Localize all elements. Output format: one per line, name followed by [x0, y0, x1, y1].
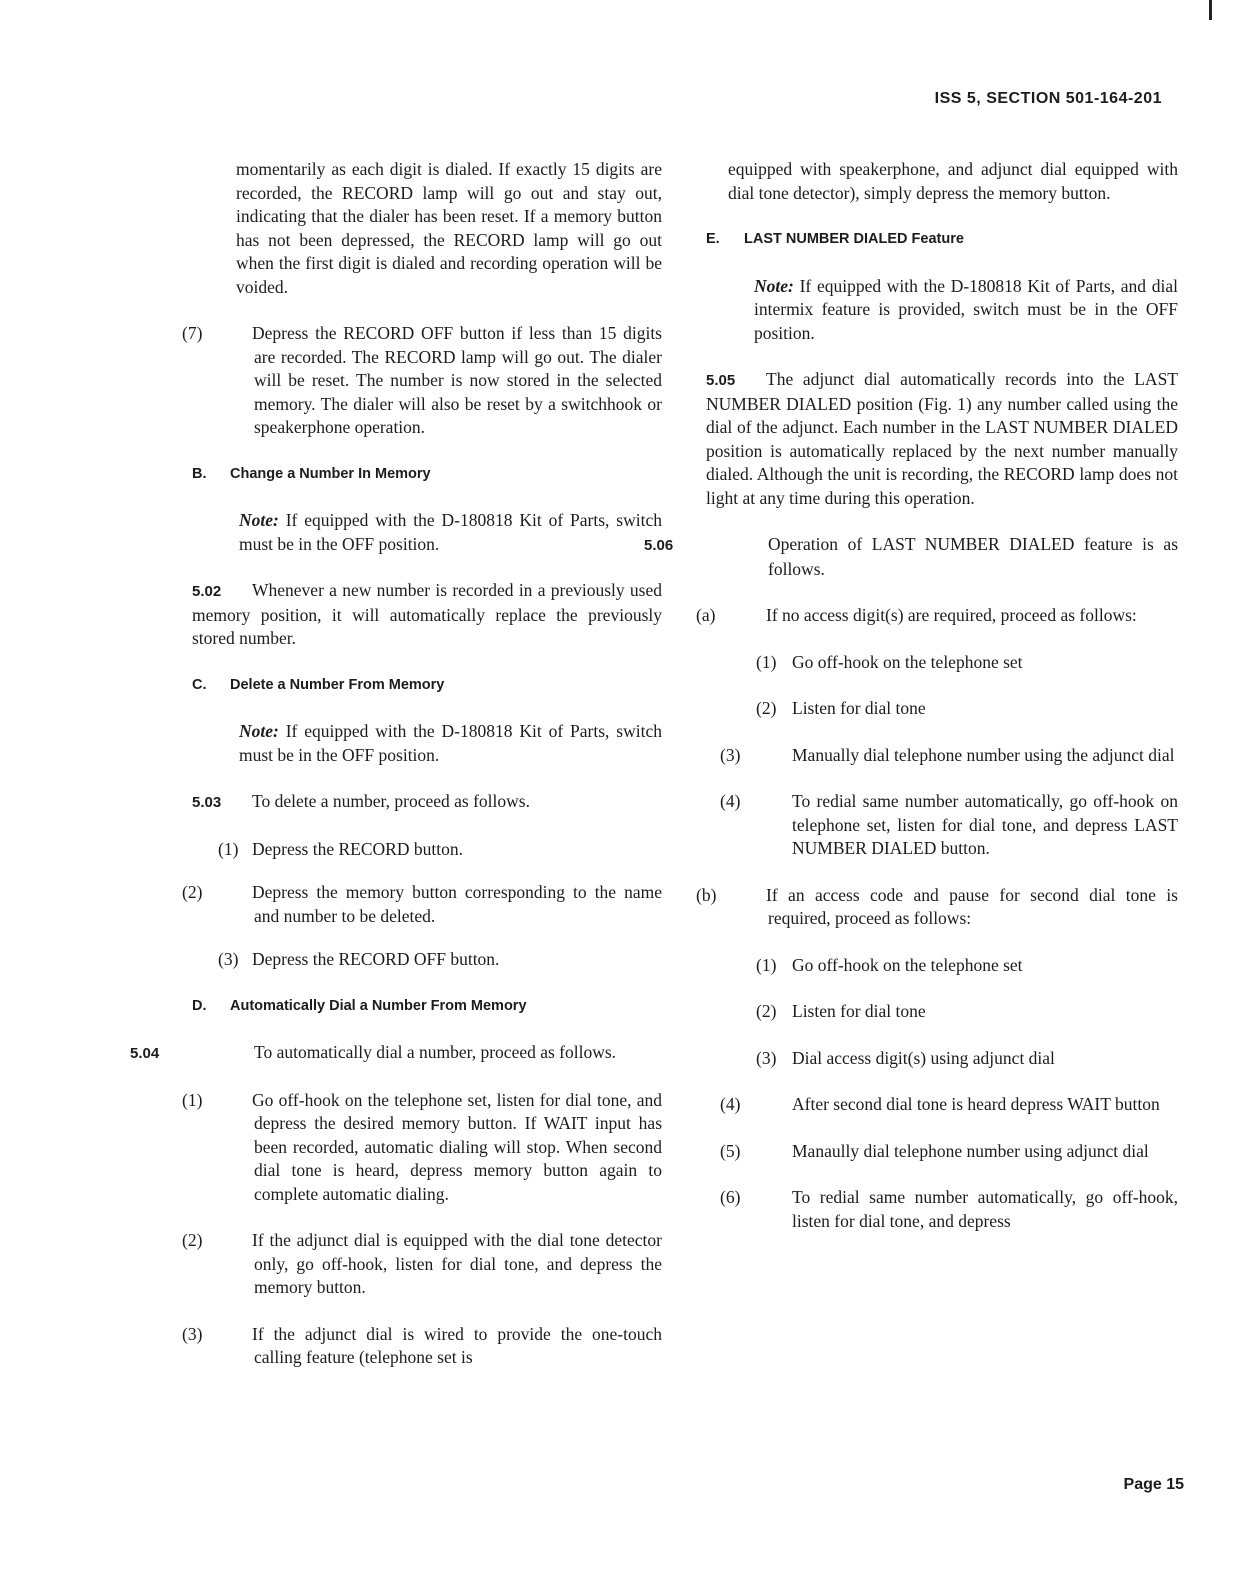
- note-text: If equipped with the D-180818 Kit of Parts, and dial intermix feature is provided, switch must be in the OFF position.: [754, 275, 1179, 343]
- step-label: (4): [720, 1094, 741, 1114]
- step-text: If no access digit(s) are required, proceed as follows:: [766, 605, 1137, 625]
- step-d2: [182, 1229, 662, 1300]
- step-c1: [192, 838, 662, 862]
- step-b5: [706, 1140, 1178, 1164]
- step-b: [696, 884, 1178, 931]
- step-label: (3): [720, 744, 741, 765]
- left-column: [130, 158, 662, 1370]
- note-label: Note:: [239, 721, 279, 741]
- step-text: To redial same number automatically, go off-hook on telephone set, listen for dial tone, and depress LAST NUMBER DIALED button.: [792, 791, 1178, 858]
- paragraph-5-03: [192, 790, 662, 815]
- step-label: (3): [218, 949, 239, 969]
- note-b: [192, 509, 662, 556]
- step-text: If the adjunct dial is wired to provide the one-touch calling feature (telephone set is: [252, 1323, 662, 1367]
- section-heading-b: [192, 463, 662, 487]
- paragraph-number: 5.05: [706, 372, 736, 389]
- section-title: Change a Number In Memory: [230, 465, 431, 482]
- step-text: Go off-hook on the telephone set, listen for dial tone, and depress the desired memory button. If WAIT input has been recorded, automatic dialing will stop. When second dial tone is heard, depress memory button again to complete automatic dialing.: [252, 1089, 662, 1204]
- paragraph-number: 5.03: [192, 794, 222, 811]
- step-label: (6): [720, 1187, 741, 1207]
- step-d1: [182, 1089, 662, 1207]
- section-letter: E.: [706, 231, 720, 247]
- paragraph-text: To automatically dial a number, proceed as follows.: [254, 1042, 617, 1062]
- step-b6: [706, 1186, 1178, 1233]
- note-text: If equipped with the D-180818 Kit of Parts, switch must be in the OFF position.: [239, 721, 662, 765]
- paragraph-5-05: [706, 368, 1178, 510]
- step-c2: [182, 881, 662, 928]
- note-c: [192, 720, 662, 767]
- paragraph-text: Operation of LAST NUMBER DIALED feature is as follows.: [768, 534, 1178, 579]
- paragraph-5-06: [644, 533, 1178, 581]
- step-text: Dial access digit(s) using adjunct dial: [792, 1047, 1055, 1068]
- note-e: [706, 275, 1178, 346]
- step-text: Depress the RECORD button.: [252, 838, 463, 859]
- section-heading-c: [192, 674, 662, 698]
- note-label: Note:: [754, 275, 794, 296]
- step-text: Depress the RECORD OFF button.: [252, 949, 500, 969]
- note-text: If equipped with the D-180818 Kit of Parts, switch must be in the OFF position.: [239, 510, 662, 554]
- step-text: Go off-hook on the telephone set: [792, 954, 1023, 975]
- step-b2: [706, 1000, 1178, 1024]
- step-label: (1): [756, 954, 777, 975]
- step-label: (5): [720, 1140, 741, 1161]
- step-d3: [182, 1323, 662, 1370]
- step-text: Listen for dial tone: [792, 698, 926, 718]
- section-title: Automatically Dial a Number From Memory: [230, 997, 527, 1014]
- step-label: (3): [182, 1323, 203, 1344]
- step-label: (a): [696, 605, 716, 625]
- step-label: (4): [720, 791, 741, 811]
- step-label: (2): [756, 698, 777, 718]
- step-text: Go off-hook on the telephone set: [792, 651, 1023, 672]
- step-label: (2): [182, 882, 203, 902]
- step-a1: [706, 651, 1178, 675]
- paragraph-number: 5.02: [192, 583, 222, 600]
- step-c3: [192, 948, 662, 972]
- paragraph-number: 5.04: [130, 1045, 160, 1062]
- step-text: Depress the RECORD OFF button if less than 15 digits are recorded. The RECORD lamp will go out. The dialer will be reset. The number is now stored in the selected memory. The dialer will also be reset by a switchhook or speakerphone operation.: [252, 323, 662, 437]
- paragraph-text: The adjunct dial automatically records into the LAST NUMBER DIALED position (Fig. 1) any number called using the dial of the adjunct. Each number in the LAST NUMBER DIALED position is automatically replaced by the next number manually dialed. Although the unit is recording, the RECORD lamp does not light at any time during this operation.: [706, 369, 1178, 508]
- paragraph-text: Whenever a new number is recorded in a previously used memory position, it will automatically replace the previously stored number.: [192, 580, 662, 648]
- step-label: (2): [756, 1001, 777, 1021]
- paragraph-text: To delete a number, proceed as follows.: [252, 791, 530, 811]
- page-number: Page 15: [1123, 1476, 1184, 1493]
- paragraph-5-04: [130, 1041, 662, 1066]
- step-label: (1): [218, 838, 239, 859]
- paragraph-5-02: [192, 579, 662, 651]
- continued-paragraph: momentarily as each digit is dialed. If exactly 15 digits are recorded, the RECORD lamp will go out and stay out, indicating that the dialer has been reset. If a memory button has not been depressed, the RECORD lamp will go out when the first digit is dialed and recording operation will be voided.: [236, 159, 662, 297]
- section-title: LAST NUMBER DIALED Feature: [744, 231, 964, 247]
- step-label: (2): [182, 1230, 203, 1250]
- paragraph-number: 5.06: [644, 537, 674, 554]
- step-b1: [706, 954, 1178, 978]
- step-7: [182, 322, 662, 440]
- step-text: Listen for dial tone: [792, 1001, 926, 1021]
- section-letter: B.: [192, 465, 207, 482]
- step-b4: [706, 1093, 1178, 1117]
- section-title: Delete a Number From Memory: [230, 676, 445, 693]
- step-a4: [706, 790, 1178, 861]
- step-text: To redial same number automatically, go off-hook, listen for dial tone, and depress: [792, 1187, 1178, 1231]
- section-letter: D.: [192, 997, 207, 1014]
- step-text: Depress the memory button corresponding to the name and number to be deleted.: [252, 882, 662, 926]
- step-a: [696, 604, 1178, 628]
- step-text: Manaully dial telephone number using adjunct dial: [792, 1140, 1149, 1161]
- step-label: (7): [182, 323, 203, 343]
- step-label: (1): [756, 651, 777, 672]
- right-column: [644, 158, 1179, 1233]
- step-text: If an access code and pause for second dial tone is required, proceed as follows:: [766, 884, 1178, 928]
- margin-bar: [1209, 0, 1212, 20]
- note-label: Note:: [239, 510, 279, 530]
- step-label: (b): [696, 884, 717, 905]
- section-heading-d: [192, 995, 662, 1019]
- step-text: If the adjunct dial is equipped with the dial tone detector only, go off-hook, listen for dial tone, and depress the memory button.: [252, 1230, 662, 1297]
- section-heading-e: [706, 228, 1178, 252]
- step-a2: [706, 697, 1178, 721]
- step-label: (3): [756, 1047, 777, 1068]
- step-a3: [706, 744, 1178, 768]
- section-letter: C.: [192, 676, 207, 693]
- continued-paragraph: equipped with speakerphone, and adjunct dial equipped with dial tone detector), simply depress the memory button.: [728, 159, 1178, 203]
- step-label: (1): [182, 1089, 203, 1110]
- section-header: ISS 5, SECTION 501-164-201: [934, 90, 1162, 107]
- step-text: After second dial tone is heard depress WAIT button: [792, 1094, 1160, 1114]
- step-text: Manually dial telephone number using the adjunct dial: [792, 744, 1175, 765]
- step-b3: [706, 1047, 1178, 1071]
